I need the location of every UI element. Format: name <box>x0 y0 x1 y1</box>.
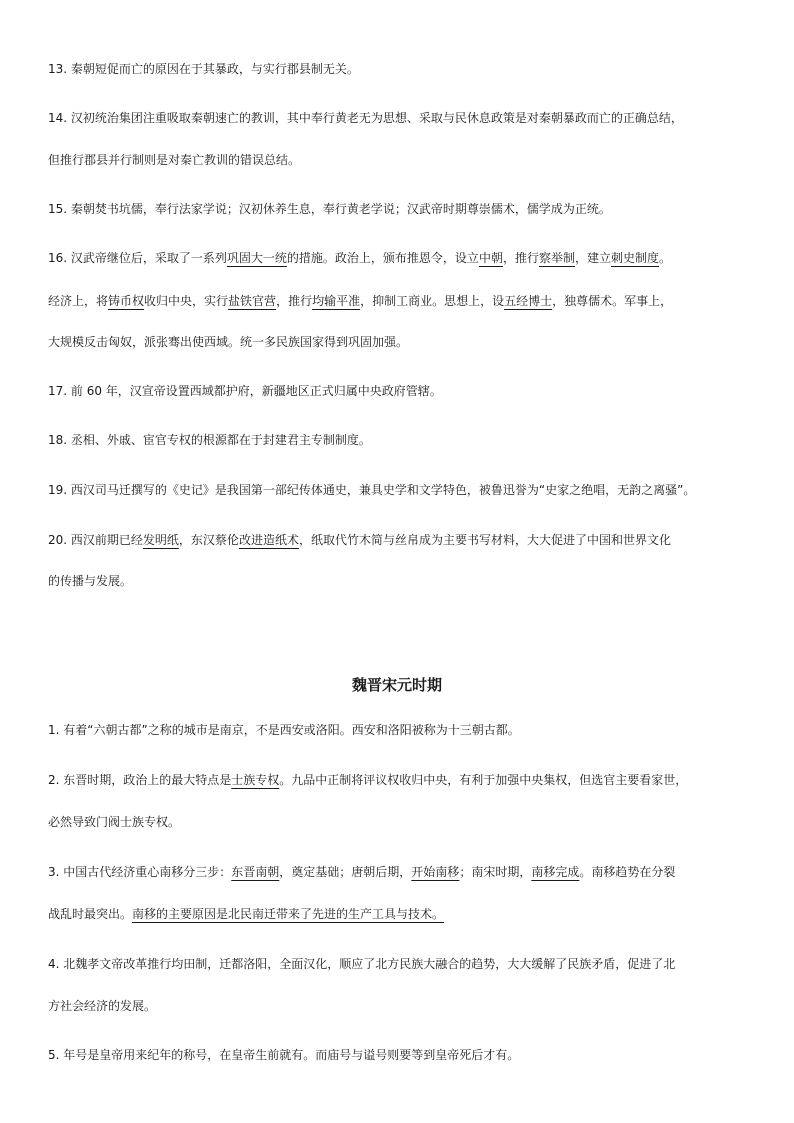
item-19: 19. 西汉司马迁撰写的《史记》是我国第一部纪传体通史，兼具史学和文学特色，被鲁迅誉为“史家之绝唱，无韵之离骚”。 <box>48 483 696 497</box>
underlined-term: 铸币权 <box>108 294 145 308</box>
item-1: 1. 有着“六朝古都”之称的城市是南京，不是西安或洛阳。西安和洛阳被称为十三朝古都。 <box>48 723 520 737</box>
item-20-line-2: 的传播与发展。 <box>48 574 133 588</box>
text-segment: ，抑制工商业。思想上，设 <box>360 294 505 308</box>
underlined-term: 巩固大一统 <box>226 251 287 265</box>
underlined-term: 发明纸 <box>142 533 179 547</box>
item-5: 5. 年号是皇帝用来纪年的称号，在皇帝生前就有。而庙号与谥号则要等到皇帝死后才有。 <box>48 1048 520 1062</box>
text-segment: 20. 西汉前期已经 <box>48 533 143 547</box>
text-segment: 16. 汉武帝继位后，采取了一系列 <box>48 251 227 265</box>
text-segment: 的措施。政治上，颁布推恩令，设立 <box>286 251 479 265</box>
underlined-term: 改进造纸术 <box>238 533 299 547</box>
item-3-line-2 <box>48 906 444 922</box>
item-2-line-1 <box>48 772 687 788</box>
underlined-term: 士族专权 <box>231 773 280 787</box>
item-14-line-1: 14. 汉初统治集团注重吸取秦朝速亡的教训，其中奉行黄老无为思想、采取与民休息政策是对秦朝暴政而亡的正确总结， <box>48 111 683 125</box>
text-segment: ；南宋时期， <box>459 865 532 879</box>
text-segment: ，奠定基础；唐朝后期， <box>279 865 412 879</box>
text-segment: 经济上，将 <box>48 294 109 308</box>
text-segment: ，东汉蔡伦 <box>178 533 239 547</box>
text-segment: 。南移趋势在分裂 <box>579 865 676 879</box>
item-20-line-1 <box>48 532 671 548</box>
item-4-line-1: 4. 北魏孝文帝改革推行均田制，迁都洛阳，全面汉化，顺应了北方民族大融合的趋势，大大缓解了民族矛盾，促进了北 <box>48 957 676 971</box>
text-segment: 收归中央，实行 <box>144 294 229 308</box>
underlined-term: 察举制 <box>538 251 575 265</box>
underlined-term: 南移完成 <box>531 865 580 879</box>
item-3-line-1 <box>48 864 675 880</box>
underlined-term: 开始南移 <box>411 865 460 879</box>
item-16-line-2 <box>48 293 672 309</box>
item-13: 13. 秦朝短促而亡的原因在于其暴政，与实行郡县制无关。 <box>48 62 359 76</box>
item-14-line-2: 但推行郡县并行制则是对秦亡教训的错误总结。 <box>48 153 301 167</box>
item-17: 17. 前 60 年，汉宣帝设置西域都护府，新疆地区正式归属中央政府管辖。 <box>48 384 442 398</box>
text-segment: 战乱时最突出。 <box>48 907 133 921</box>
item-18: 18. 丞相、外戚、宦官专权的根源都在于封建君主专制制度。 <box>48 433 371 447</box>
text-segment: ，推行 <box>502 251 539 265</box>
underlined-term: 中朝 <box>478 251 503 265</box>
underlined-term: 东晋南朝 <box>231 865 280 879</box>
section-title: 魏晋宋元时期 <box>351 676 442 694</box>
text-segment: 。九品中正制将评议权收归中央，有利于加强中央集权，但选官主要看家世， <box>279 773 688 787</box>
underlined-term: 均输平准 <box>312 294 361 308</box>
text-segment: ，推行 <box>276 294 313 308</box>
text-segment: 2. 东晋时期，政治上的最大特点是 <box>48 773 232 787</box>
underlined-term: 南移的主要原因是北民南迁带来了先进的生产工具与技术。 <box>132 907 445 921</box>
underlined-term: 刺史制度 <box>611 251 660 265</box>
text-segment: ，建立 <box>574 251 611 265</box>
text-segment: ，独尊儒术。军事上， <box>552 294 673 308</box>
item-15: 15. 秦朝焚书坑儒，奉行法家学说；汉初休养生息，奉行黄老学说；汉武帝时期尊崇儒术，儒学成为正统。 <box>48 202 611 216</box>
text-segment: ，纸取代竹木简与丝帛成为主要书写材料，大大促进了中国和世界文化 <box>298 533 671 547</box>
item-4-line-2: 方社会经济的发展。 <box>48 999 157 1013</box>
item-2-line-2: 必然导致门阀士族专权。 <box>48 815 181 829</box>
underlined-term: 盐铁官营 <box>228 294 277 308</box>
item-16-line-3: 大规模反击匈奴，派张骞出使西域。统一多民族国家得到巩固加强。 <box>48 335 409 349</box>
item-16-line-1 <box>48 250 671 266</box>
text-segment: 。 <box>659 251 672 265</box>
text-segment: 3. 中国古代经济重心南移分三步： <box>48 865 232 879</box>
underlined-term: 五经博士 <box>504 294 553 308</box>
